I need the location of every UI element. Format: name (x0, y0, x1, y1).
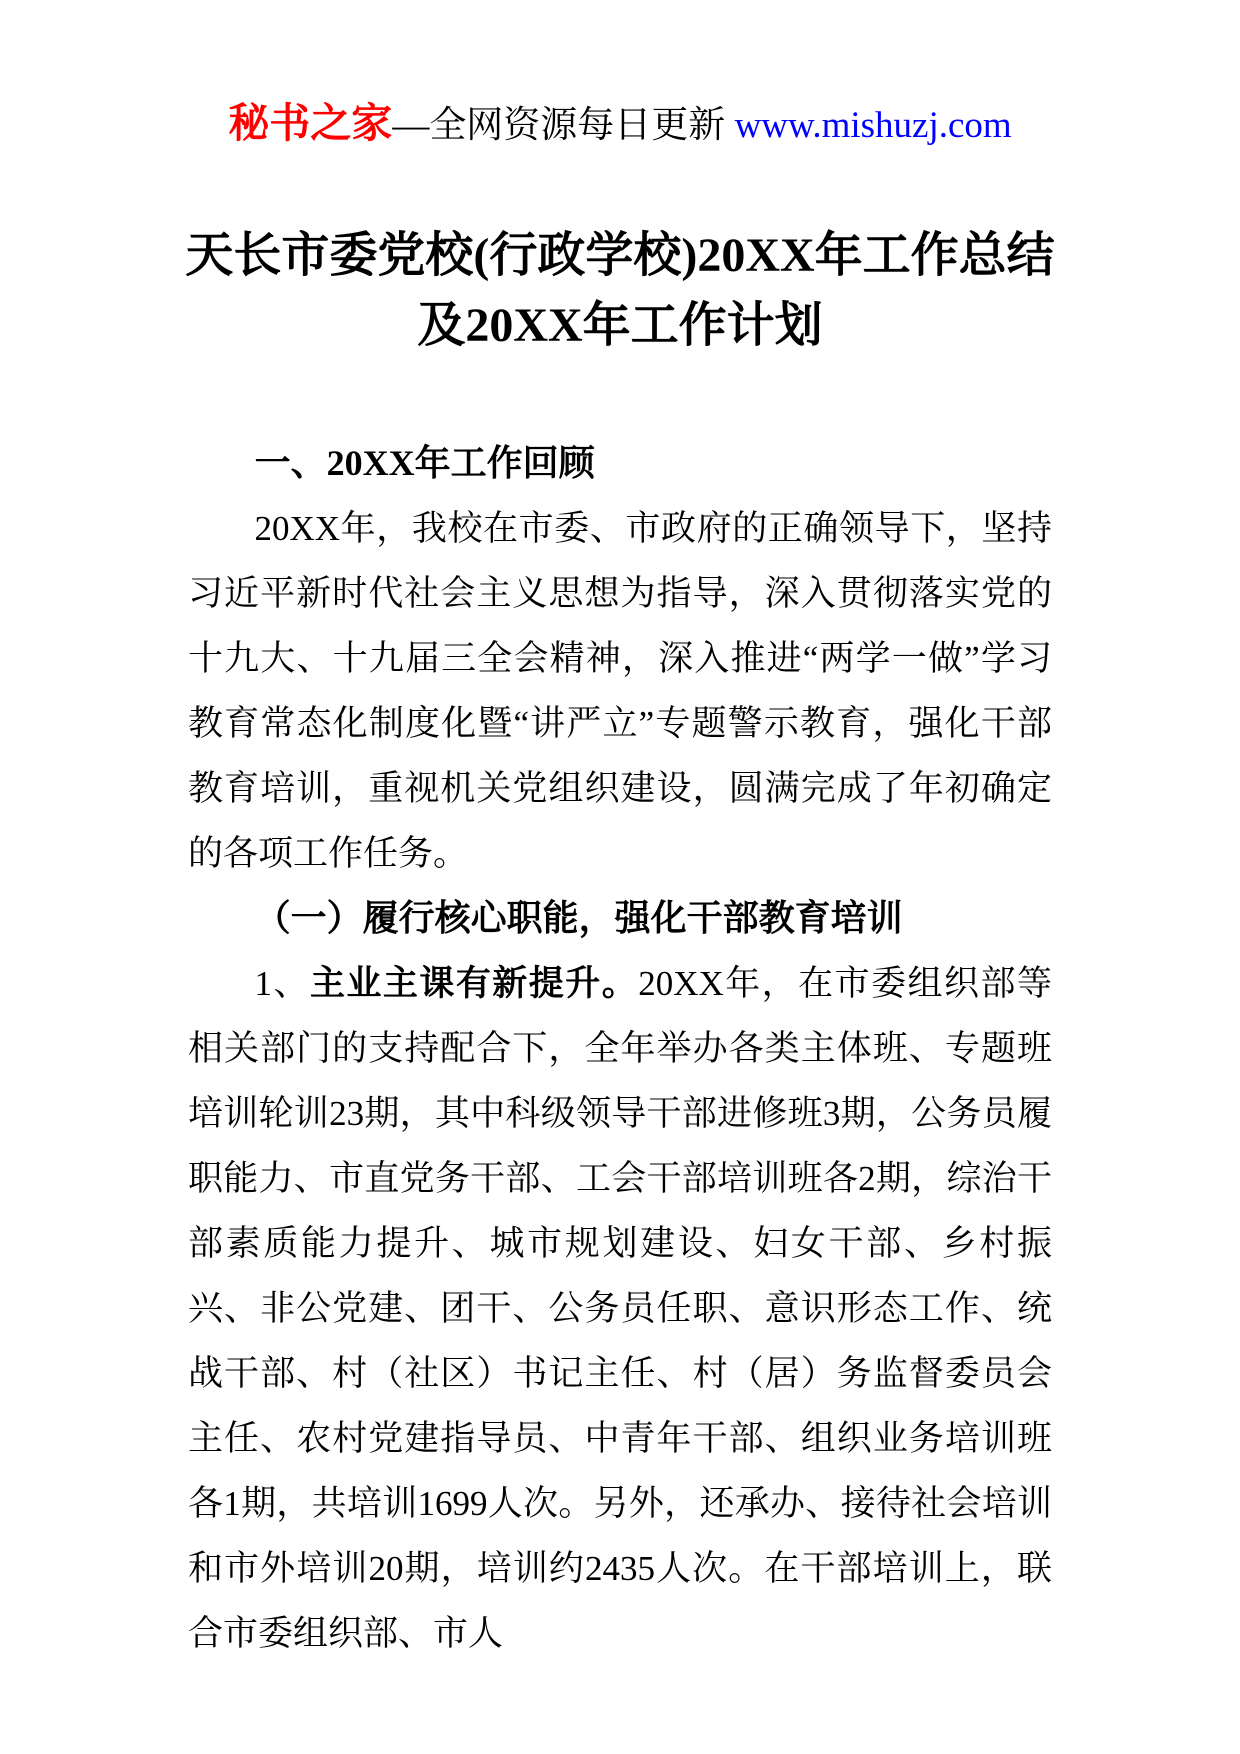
site-tagline: —全网资源每日更新 (392, 105, 735, 146)
paragraph-2: 1、主业主课有新提升。20XX年，在市委组织部等相关部门的支持配合下，全年举办各类主体班、专题班培训轮训23期，其中科级领导干部进修班3期，公务员履职能力、市直党务干部、工会干部培训班各2期，综治干部素质能力提升、城市规划建设、妇女干部、乡村振兴、非公党建、团干、公务员任职、意识形态工作、统战干部、村（社区）书记主任、村（居）务监督委员会主任、农村党建指导员、中青年干部、组织业务培训班各1期，共培训1699人次。另外，还承办、接待社会培训和市外培训20期，培训约2435人次。在干部培训上，联合市委组织部、市人 (188, 964, 1052, 1653)
document-title-line-2: 及20XX年工作计划 (417, 299, 823, 352)
paragraph-1: 20XX年，我校在市委、市政府的正确领导下，坚持习近平新时代社会主义思想为指导，深入贯彻落实党的十九大、十九届三全会精神，深入推进“两学一做”学习教育常态化制度化暨“讲严立”专题警示教育，强化干部教育培训，重视机关党组织建设，圆满完成了年初确定的各项工作任务。 (188, 509, 1052, 873)
document-title (0, 221, 1240, 361)
sub-heading-1-1: （一）履行核心职能，强化干部教育培训 (254, 898, 903, 938)
site-brand: 秘书之家 (228, 100, 393, 146)
section-heading-1: 一、20XX年工作回顾 (254, 443, 595, 483)
site-header (0, 0, 1240, 149)
document-body (188, 431, 1052, 1666)
site-url-link[interactable]: www.mishuzj.com (734, 105, 1012, 146)
document-title-line-1: 天长市委党校(行政学校)20XX年工作总结 (185, 229, 1055, 282)
